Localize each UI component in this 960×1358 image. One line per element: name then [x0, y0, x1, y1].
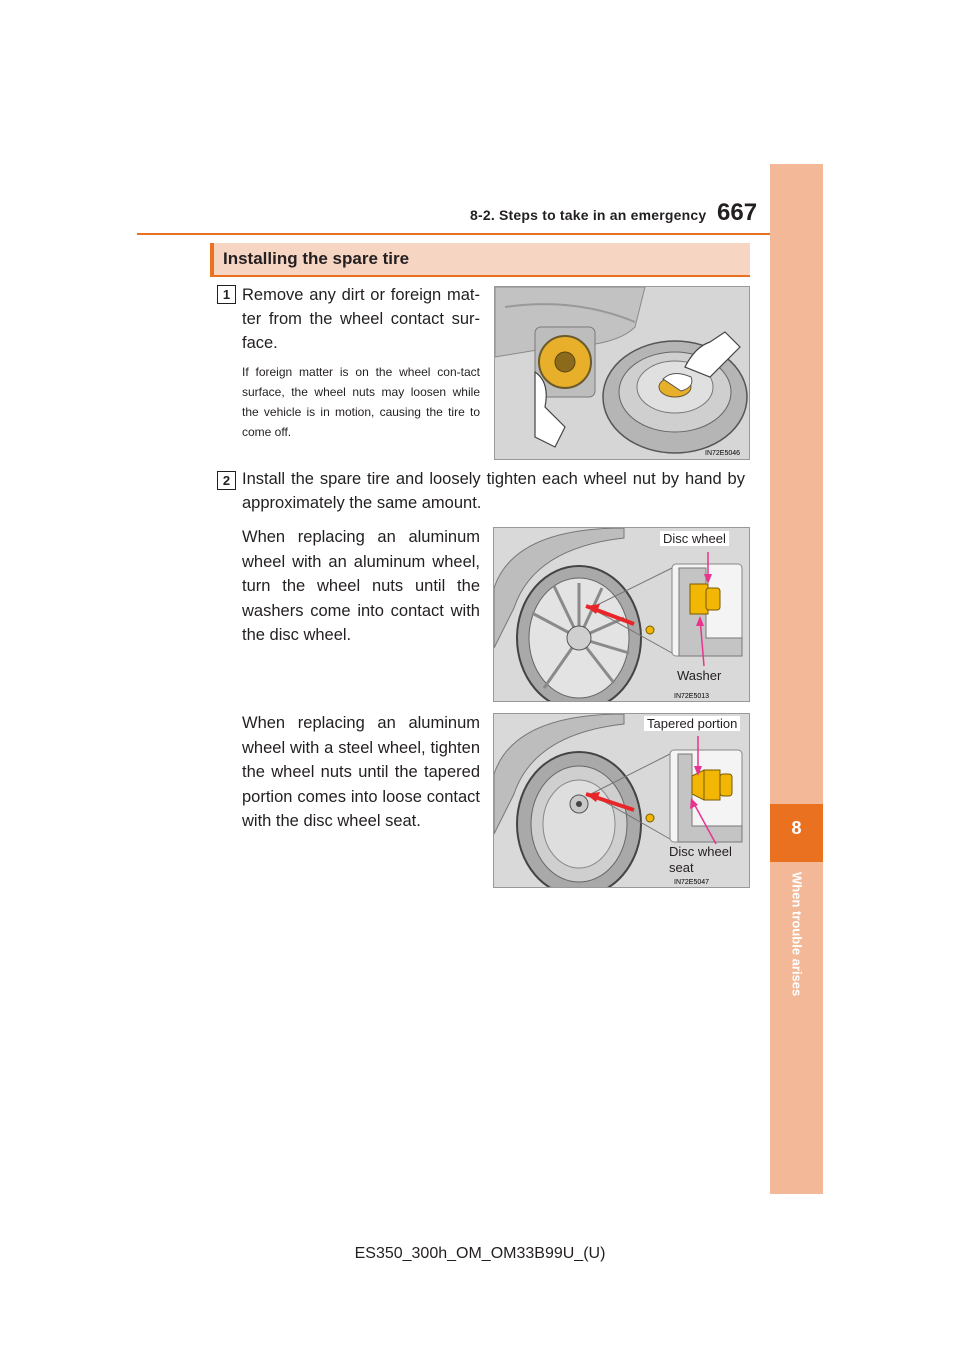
figure-aluminum-to-steel: [493, 713, 750, 888]
step-1-text: Remove any dirt or foreign mat-ter from the wheel contact sur-face.: [242, 286, 480, 352]
label-tapered-portion: Tapered portion: [644, 716, 740, 731]
figure-clean-wheel-surface: [494, 286, 750, 460]
figure-code: IN72E5013: [674, 693, 710, 700]
section-heading: Installing the spare tire: [223, 249, 410, 268]
step-1-note: If foreign matter is on the wheel con-tact surface, the wheel nuts may loosen while the vehicle is in motion, causing the tire to come off.: [242, 365, 480, 439]
step-2-sub-2-text: When replacing an aluminum wheel with a steel wheel, tighten the wheel nuts until the tapered portion comes into loose contact with the disc wheel seat.: [242, 714, 480, 830]
step-2-text: Install the spare tire and loosely tighten each wheel nut by hand by approximately the same amount.: [242, 470, 745, 512]
document-code: ES350_300h_OM_OM33B99U_(U): [354, 1245, 606, 1262]
section-heading-accent: [210, 243, 214, 275]
chapter-title: When trouble arises: [789, 872, 805, 997]
header-rule: [137, 233, 823, 235]
label-washer: Washer: [677, 668, 722, 683]
steel-wheel-illustration: [494, 714, 750, 888]
wheel-hub-and-spare-illustration: [495, 287, 750, 460]
chapter-number: 8: [791, 818, 802, 838]
step-2-sub-1-text: When replacing an aluminum wheel with an aluminum wheel, turn the wheel nuts until the washers come into contact with the disc wheel.: [242, 528, 480, 644]
figure-code: IN72E5046: [705, 450, 741, 457]
label-disc-wheel-seat-line2: seat: [669, 860, 694, 875]
chapter-title-vertical: [772, 872, 822, 1002]
label-disc-wheel: Disc wheel: [660, 531, 729, 546]
label-disc-wheel-seat-line1: Disc wheel: [669, 844, 732, 859]
step-number-2: 2: [217, 471, 236, 490]
figure-aluminum-to-aluminum: [493, 527, 750, 702]
step-number-1: 1: [217, 285, 236, 304]
section-heading-rule: [210, 275, 750, 277]
figure-code: IN72E5047: [674, 879, 710, 886]
page-number: 667: [717, 199, 758, 226]
chapter-side-tab: [770, 164, 823, 1194]
section-breadcrumb: 8-2. Steps to take in an emergency: [470, 207, 707, 223]
